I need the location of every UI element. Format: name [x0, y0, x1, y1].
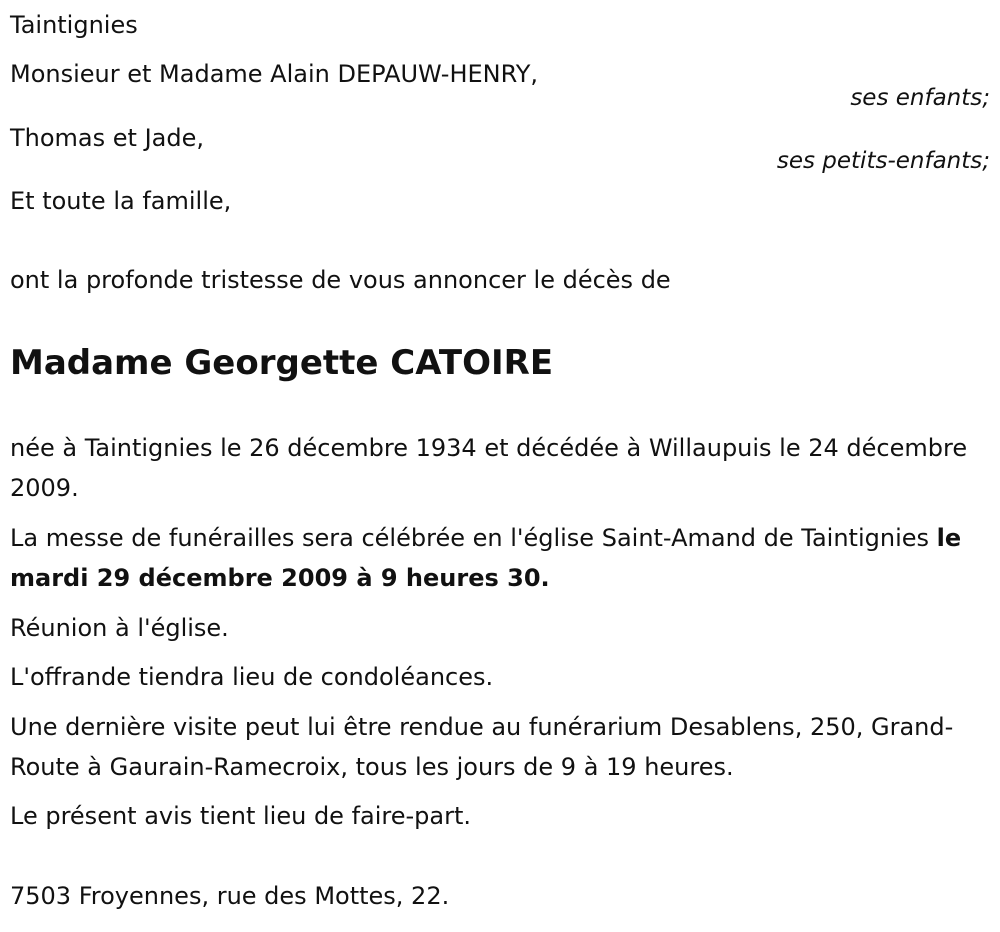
- announcement-intro: ont la profonde tristesse de vous annoncer le décès de: [10, 266, 671, 294]
- funeral-text: La messe de funérailles sera célébrée en l'église Saint-Amand de Taintignies: [10, 524, 937, 552]
- grandchildren-role: ses petits-enfants;: [776, 148, 990, 174]
- funeral-details: [10, 518, 970, 598]
- footer-address: 7503 Froyennes, rue des Mottes, 22.: [10, 882, 450, 910]
- family-rest: Et toute la famille,: [10, 187, 232, 215]
- funeral-date: le mardi 29 décembre 2009 à 9 heures 30.: [10, 524, 962, 592]
- children-names: Monsieur et Madame Alain DEPAUW-HENRY,: [10, 60, 539, 88]
- deceased-name: Madame Georgette CATOIRE: [10, 343, 554, 383]
- offering-note: L'offrande tiendra lieu de condoléances.: [10, 663, 494, 691]
- notice-line: Le présent avis tient lieu de faire-part.: [10, 802, 472, 830]
- birth-death-details: née à Taintignies le 26 décembre 1934 et décédée à Willaupuis le 24 décembre 2009.: [10, 434, 968, 502]
- grandchildren-names: Thomas et Jade,: [10, 124, 204, 152]
- meeting-note: Réunion à l'église.: [10, 614, 229, 642]
- village-name: Taintignies: [10, 11, 138, 39]
- visit-details: Une dernière visite peut lui être rendue au funérarium Desablens, 250, Grand-Route à Gaurain-Ramecroix, tous les jours de 9 à 19 heures.: [10, 713, 954, 781]
- children-role: ses enfants;: [850, 85, 990, 111]
